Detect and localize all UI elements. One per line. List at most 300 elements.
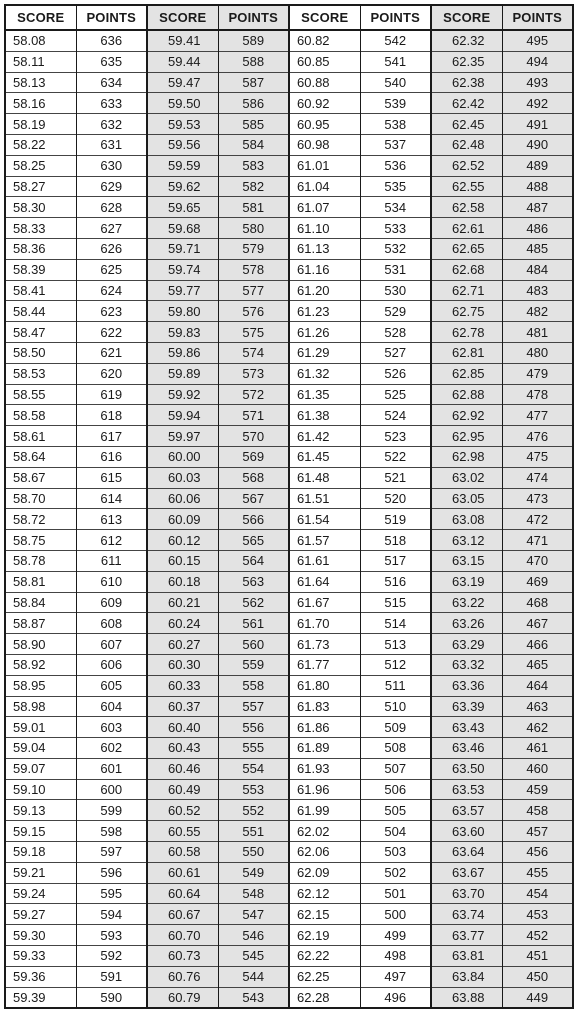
table-row [5, 758, 573, 779]
cell-points-1: 619 [76, 384, 147, 405]
cell-score-2: 59.71 [147, 238, 218, 259]
cell-points-4: 477 [502, 405, 573, 426]
cell-score-4: 63.22 [431, 592, 502, 613]
cell-points-3: 519 [360, 509, 431, 530]
cell-score-4: 63.19 [431, 571, 502, 592]
cell-points-3: 542 [360, 30, 431, 51]
table-body [5, 30, 573, 1008]
cell-points-4: 454 [502, 883, 573, 904]
cell-score-4: 63.02 [431, 467, 502, 488]
cell-points-3: 500 [360, 904, 431, 925]
cell-points-3: 538 [360, 114, 431, 135]
header-row [5, 5, 573, 30]
cell-score-2: 60.37 [147, 696, 218, 717]
cell-score-2: 60.73 [147, 946, 218, 967]
cell-score-3: 62.22 [289, 946, 360, 967]
cell-score-1: 58.16 [5, 93, 76, 114]
cell-score-4: 62.85 [431, 363, 502, 384]
cell-score-3: 61.54 [289, 509, 360, 530]
cell-points-4: 473 [502, 488, 573, 509]
cell-points-2: 547 [218, 904, 289, 925]
cell-score-2: 59.47 [147, 72, 218, 93]
cell-points-2: 544 [218, 966, 289, 987]
cell-score-3: 60.88 [289, 72, 360, 93]
cell-score-2: 60.33 [147, 675, 218, 696]
cell-points-1: 590 [76, 987, 147, 1008]
cell-points-4: 452 [502, 925, 573, 946]
cell-score-4: 62.95 [431, 426, 502, 447]
cell-score-1: 58.36 [5, 238, 76, 259]
cell-score-2: 60.00 [147, 446, 218, 467]
table-row [5, 634, 573, 655]
cell-points-2: 546 [218, 925, 289, 946]
cell-score-2: 59.80 [147, 301, 218, 322]
table-row [5, 405, 573, 426]
cell-score-2: 59.92 [147, 384, 218, 405]
cell-points-3: 520 [360, 488, 431, 509]
cell-score-1: 58.44 [5, 301, 76, 322]
cell-score-4: 63.53 [431, 779, 502, 800]
table-row [5, 488, 573, 509]
cell-score-4: 62.52 [431, 155, 502, 176]
cell-points-3: 526 [360, 363, 431, 384]
cell-score-4: 62.45 [431, 114, 502, 135]
cell-score-4: 62.58 [431, 197, 502, 218]
cell-score-3: 60.98 [289, 134, 360, 155]
cell-points-2: 572 [218, 384, 289, 405]
table-row [5, 30, 573, 51]
table-row [5, 571, 573, 592]
cell-score-2: 60.55 [147, 821, 218, 842]
cell-score-2: 60.40 [147, 717, 218, 738]
cell-score-1: 58.81 [5, 571, 76, 592]
cell-score-4: 62.75 [431, 301, 502, 322]
cell-points-1: 595 [76, 883, 147, 904]
table-row [5, 987, 573, 1008]
cell-score-1: 59.01 [5, 717, 76, 738]
cell-points-4: 491 [502, 114, 573, 135]
cell-points-2: 571 [218, 405, 289, 426]
cell-points-4: 450 [502, 966, 573, 987]
cell-points-2: 585 [218, 114, 289, 135]
cell-points-4: 459 [502, 779, 573, 800]
cell-score-3: 61.99 [289, 800, 360, 821]
cell-score-1: 58.98 [5, 696, 76, 717]
cell-score-1: 59.24 [5, 883, 76, 904]
cell-points-2: 545 [218, 946, 289, 967]
cell-score-1: 59.30 [5, 925, 76, 946]
cell-score-3: 61.83 [289, 696, 360, 717]
cell-points-3: 505 [360, 800, 431, 821]
cell-points-3: 525 [360, 384, 431, 405]
table-row [5, 218, 573, 239]
cell-score-2: 60.64 [147, 883, 218, 904]
cell-score-3: 60.85 [289, 51, 360, 72]
cell-points-1: 624 [76, 280, 147, 301]
header-points-4: POINTS [502, 5, 573, 30]
cell-score-1: 58.27 [5, 176, 76, 197]
cell-points-4: 449 [502, 987, 573, 1008]
cell-score-4: 63.29 [431, 634, 502, 655]
cell-score-4: 63.84 [431, 966, 502, 987]
cell-points-3: 530 [360, 280, 431, 301]
cell-points-3: 523 [360, 426, 431, 447]
cell-points-4: 453 [502, 904, 573, 925]
cell-points-2: 574 [218, 342, 289, 363]
cell-points-1: 618 [76, 405, 147, 426]
cell-points-1: 605 [76, 675, 147, 696]
table-row [5, 322, 573, 343]
table-row [5, 613, 573, 634]
cell-points-2: 570 [218, 426, 289, 447]
cell-points-2: 549 [218, 862, 289, 883]
cell-score-2: 60.21 [147, 592, 218, 613]
table-row [5, 467, 573, 488]
cell-score-2: 60.46 [147, 758, 218, 779]
cell-points-4: 465 [502, 654, 573, 675]
cell-score-1: 58.58 [5, 405, 76, 426]
cell-points-4: 451 [502, 946, 573, 967]
cell-points-1: 628 [76, 197, 147, 218]
cell-score-3: 62.02 [289, 821, 360, 842]
cell-score-3: 60.82 [289, 30, 360, 51]
table-row [5, 862, 573, 883]
cell-points-2: 552 [218, 800, 289, 821]
cell-points-1: 611 [76, 550, 147, 571]
cell-points-2: 561 [218, 613, 289, 634]
cell-points-1: 592 [76, 946, 147, 967]
cell-points-1: 622 [76, 322, 147, 343]
cell-points-4: 492 [502, 93, 573, 114]
cell-score-1: 58.53 [5, 363, 76, 384]
cell-score-4: 63.77 [431, 925, 502, 946]
cell-score-1: 58.22 [5, 134, 76, 155]
cell-score-1: 58.11 [5, 51, 76, 72]
cell-points-4: 463 [502, 696, 573, 717]
table-row [5, 259, 573, 280]
cell-score-4: 63.70 [431, 883, 502, 904]
cell-points-2: 578 [218, 259, 289, 280]
cell-score-4: 62.32 [431, 30, 502, 51]
cell-points-2: 551 [218, 821, 289, 842]
table-row [5, 93, 573, 114]
cell-score-1: 58.67 [5, 467, 76, 488]
cell-score-4: 62.35 [431, 51, 502, 72]
cell-score-1: 59.21 [5, 862, 76, 883]
table-header [5, 5, 573, 30]
cell-points-1: 617 [76, 426, 147, 447]
cell-points-1: 593 [76, 925, 147, 946]
cell-points-1: 597 [76, 842, 147, 863]
cell-points-3: 503 [360, 842, 431, 863]
cell-points-1: 626 [76, 238, 147, 259]
cell-score-2: 59.97 [147, 426, 218, 447]
cell-score-4: 62.65 [431, 238, 502, 259]
cell-points-2: 557 [218, 696, 289, 717]
cell-points-1: 594 [76, 904, 147, 925]
cell-score-1: 59.33 [5, 946, 76, 967]
cell-points-1: 616 [76, 446, 147, 467]
cell-points-3: 512 [360, 654, 431, 675]
cell-score-2: 60.27 [147, 634, 218, 655]
cell-points-2: 555 [218, 738, 289, 759]
cell-score-3: 61.86 [289, 717, 360, 738]
cell-points-1: 602 [76, 738, 147, 759]
cell-points-2: 589 [218, 30, 289, 51]
cell-points-2: 543 [218, 987, 289, 1008]
cell-score-3: 62.06 [289, 842, 360, 863]
cell-points-4: 470 [502, 550, 573, 571]
cell-points-2: 548 [218, 883, 289, 904]
cell-points-4: 461 [502, 738, 573, 759]
cell-points-4: 488 [502, 176, 573, 197]
table-row [5, 904, 573, 925]
cell-points-2: 575 [218, 322, 289, 343]
cell-points-1: 634 [76, 72, 147, 93]
cell-points-3: 510 [360, 696, 431, 717]
table-row [5, 301, 573, 322]
cell-points-3: 502 [360, 862, 431, 883]
table-row [5, 134, 573, 155]
cell-points-3: 517 [360, 550, 431, 571]
table-row [5, 883, 573, 904]
table-row [5, 530, 573, 551]
cell-score-3: 61.96 [289, 779, 360, 800]
cell-points-2: 563 [218, 571, 289, 592]
header-points-3: POINTS [360, 5, 431, 30]
cell-points-2: 586 [218, 93, 289, 114]
cell-score-3: 61.29 [289, 342, 360, 363]
cell-score-2: 60.79 [147, 987, 218, 1008]
cell-points-3: 515 [360, 592, 431, 613]
cell-points-1: 609 [76, 592, 147, 613]
cell-points-4: 494 [502, 51, 573, 72]
cell-score-2: 60.76 [147, 966, 218, 987]
cell-score-2: 59.44 [147, 51, 218, 72]
table-row [5, 72, 573, 93]
cell-score-4: 63.74 [431, 904, 502, 925]
table-row [5, 779, 573, 800]
cell-score-2: 60.30 [147, 654, 218, 675]
cell-points-3: 532 [360, 238, 431, 259]
cell-points-3: 506 [360, 779, 431, 800]
cell-points-1: 599 [76, 800, 147, 821]
cell-points-4: 479 [502, 363, 573, 384]
header-score-4: SCORE [431, 5, 502, 30]
cell-score-1: 59.15 [5, 821, 76, 842]
cell-score-3: 61.10 [289, 218, 360, 239]
table-row [5, 176, 573, 197]
cell-points-1: 601 [76, 758, 147, 779]
cell-points-1: 591 [76, 966, 147, 987]
cell-score-1: 59.04 [5, 738, 76, 759]
cell-score-2: 59.89 [147, 363, 218, 384]
cell-points-4: 495 [502, 30, 573, 51]
cell-score-1: 59.39 [5, 987, 76, 1008]
cell-score-1: 59.07 [5, 758, 76, 779]
cell-points-2: 556 [218, 717, 289, 738]
cell-score-1: 58.64 [5, 446, 76, 467]
cell-points-2: 567 [218, 488, 289, 509]
cell-score-1: 59.18 [5, 842, 76, 863]
cell-score-3: 61.20 [289, 280, 360, 301]
cell-points-4: 458 [502, 800, 573, 821]
cell-points-3: 511 [360, 675, 431, 696]
cell-score-4: 62.78 [431, 322, 502, 343]
cell-points-4: 456 [502, 842, 573, 863]
cell-score-1: 58.87 [5, 613, 76, 634]
cell-points-3: 535 [360, 176, 431, 197]
cell-score-1: 59.10 [5, 779, 76, 800]
cell-points-3: 540 [360, 72, 431, 93]
cell-score-1: 58.92 [5, 654, 76, 675]
table-row [5, 280, 573, 301]
cell-score-3: 62.19 [289, 925, 360, 946]
cell-score-2: 60.12 [147, 530, 218, 551]
cell-points-4: 490 [502, 134, 573, 155]
cell-points-4: 467 [502, 613, 573, 634]
cell-score-1: 58.30 [5, 197, 76, 218]
table-row [5, 238, 573, 259]
cell-points-2: 554 [218, 758, 289, 779]
cell-score-4: 63.88 [431, 987, 502, 1008]
table-row [5, 509, 573, 530]
cell-score-2: 60.52 [147, 800, 218, 821]
cell-score-2: 59.59 [147, 155, 218, 176]
cell-points-4: 486 [502, 218, 573, 239]
cell-points-3: 541 [360, 51, 431, 72]
cell-points-2: 559 [218, 654, 289, 675]
table-row [5, 925, 573, 946]
cell-score-4: 62.98 [431, 446, 502, 467]
cell-points-2: 560 [218, 634, 289, 655]
cell-points-1: 606 [76, 654, 147, 675]
cell-score-3: 61.48 [289, 467, 360, 488]
cell-score-3: 61.77 [289, 654, 360, 675]
cell-points-2: 576 [218, 301, 289, 322]
cell-score-3: 61.13 [289, 238, 360, 259]
cell-score-2: 59.50 [147, 93, 218, 114]
cell-points-1: 598 [76, 821, 147, 842]
cell-score-1: 58.41 [5, 280, 76, 301]
cell-points-4: 464 [502, 675, 573, 696]
cell-score-3: 61.32 [289, 363, 360, 384]
cell-points-2: 583 [218, 155, 289, 176]
cell-score-4: 63.81 [431, 946, 502, 967]
cell-score-1: 58.61 [5, 426, 76, 447]
cell-points-4: 478 [502, 384, 573, 405]
cell-score-3: 61.04 [289, 176, 360, 197]
cell-points-1: 615 [76, 467, 147, 488]
cell-points-2: 582 [218, 176, 289, 197]
cell-points-4: 469 [502, 571, 573, 592]
cell-score-2: 59.94 [147, 405, 218, 426]
cell-points-3: 529 [360, 301, 431, 322]
cell-score-4: 63.67 [431, 862, 502, 883]
cell-points-1: 600 [76, 779, 147, 800]
cell-score-3: 62.28 [289, 987, 360, 1008]
cell-score-2: 60.24 [147, 613, 218, 634]
cell-score-4: 63.46 [431, 738, 502, 759]
cell-points-3: 518 [360, 530, 431, 551]
cell-points-2: 573 [218, 363, 289, 384]
table-row [5, 384, 573, 405]
cell-score-2: 59.83 [147, 322, 218, 343]
cell-score-1: 59.27 [5, 904, 76, 925]
cell-points-1: 629 [76, 176, 147, 197]
cell-score-1: 59.36 [5, 966, 76, 987]
table-row [5, 654, 573, 675]
cell-points-1: 636 [76, 30, 147, 51]
cell-score-1: 58.72 [5, 509, 76, 530]
cell-points-1: 607 [76, 634, 147, 655]
cell-score-3: 61.42 [289, 426, 360, 447]
cell-score-1: 58.90 [5, 634, 76, 655]
cell-score-1: 58.84 [5, 592, 76, 613]
cell-points-4: 480 [502, 342, 573, 363]
cell-points-2: 581 [218, 197, 289, 218]
cell-score-2: 60.43 [147, 738, 218, 759]
table-row [5, 155, 573, 176]
cell-points-3: 534 [360, 197, 431, 218]
cell-score-4: 62.81 [431, 342, 502, 363]
cell-score-4: 63.39 [431, 696, 502, 717]
cell-points-3: 527 [360, 342, 431, 363]
cell-score-3: 62.12 [289, 883, 360, 904]
cell-score-1: 58.33 [5, 218, 76, 239]
cell-points-1: 612 [76, 530, 147, 551]
cell-score-4: 62.38 [431, 72, 502, 93]
cell-score-2: 59.62 [147, 176, 218, 197]
cell-score-2: 60.49 [147, 779, 218, 800]
cell-points-3: 513 [360, 634, 431, 655]
cell-score-4: 63.05 [431, 488, 502, 509]
cell-score-4: 63.57 [431, 800, 502, 821]
cell-score-2: 59.53 [147, 114, 218, 135]
cell-points-4: 457 [502, 821, 573, 842]
cell-points-3: 509 [360, 717, 431, 738]
cell-points-3: 528 [360, 322, 431, 343]
cell-points-3: 504 [360, 821, 431, 842]
cell-score-3: 61.89 [289, 738, 360, 759]
cell-points-3: 507 [360, 758, 431, 779]
table-row [5, 446, 573, 467]
cell-points-1: 625 [76, 259, 147, 280]
cell-points-4: 462 [502, 717, 573, 738]
cell-points-3: 539 [360, 93, 431, 114]
cell-score-4: 62.68 [431, 259, 502, 280]
cell-points-1: 623 [76, 301, 147, 322]
cell-points-4: 483 [502, 280, 573, 301]
cell-points-3: 521 [360, 467, 431, 488]
cell-points-4: 482 [502, 301, 573, 322]
cell-score-3: 61.45 [289, 446, 360, 467]
cell-score-2: 59.77 [147, 280, 218, 301]
cell-score-1: 58.25 [5, 155, 76, 176]
cell-score-1: 58.19 [5, 114, 76, 135]
cell-points-3: 499 [360, 925, 431, 946]
cell-score-4: 63.50 [431, 758, 502, 779]
cell-score-3: 61.64 [289, 571, 360, 592]
cell-points-1: 630 [76, 155, 147, 176]
header-points-1: POINTS [76, 5, 147, 30]
cell-score-1: 58.13 [5, 72, 76, 93]
cell-score-3: 61.57 [289, 530, 360, 551]
table-row [5, 946, 573, 967]
cell-score-1: 59.13 [5, 800, 76, 821]
cell-score-3: 61.67 [289, 592, 360, 613]
cell-points-1: 596 [76, 862, 147, 883]
